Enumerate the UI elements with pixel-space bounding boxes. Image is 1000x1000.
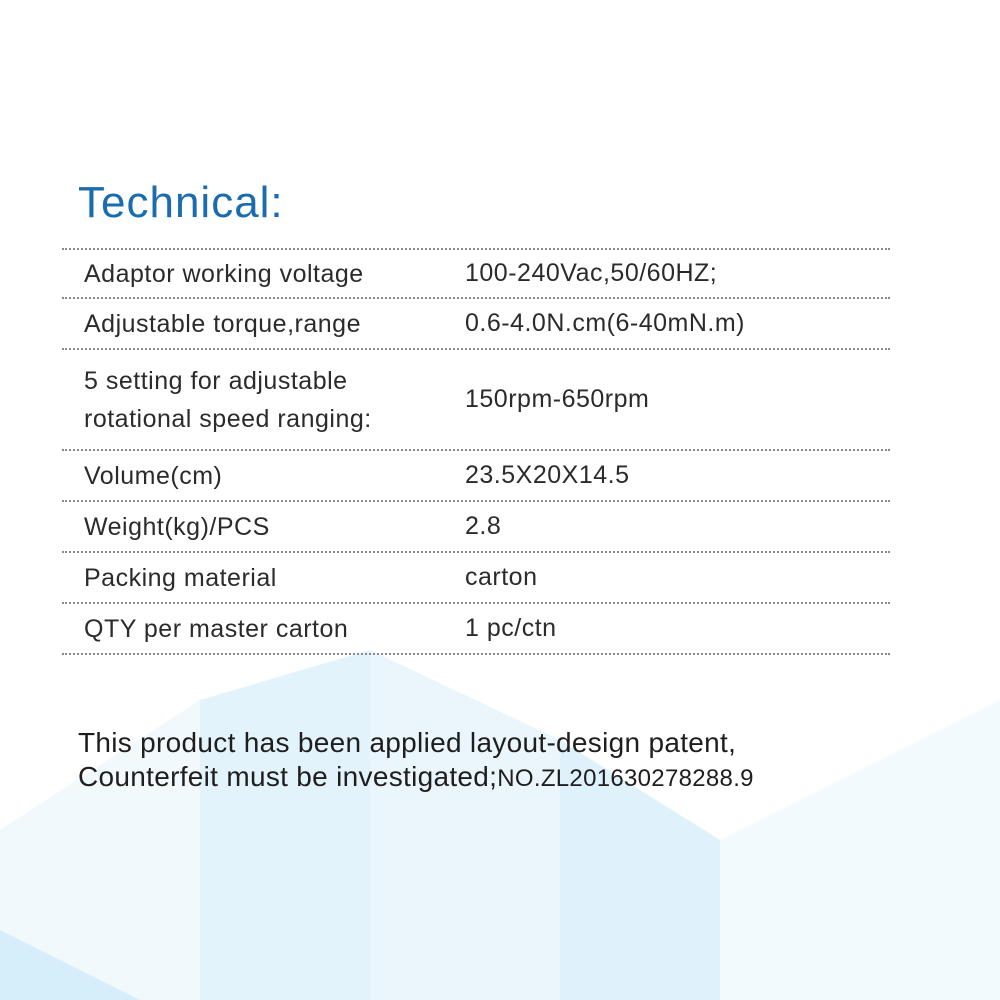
notice-line: This product has been applied layout-design patent, xyxy=(78,727,737,758)
table-row xyxy=(62,604,890,655)
spec-value: 2.8 xyxy=(465,512,502,540)
spec-value: 1 pc/ctn xyxy=(465,614,557,642)
spec-label: QTY per master carton xyxy=(84,614,349,643)
spec-label: Volume(cm) xyxy=(84,461,223,490)
spec-label: Adaptor working voltage xyxy=(84,259,364,288)
notice-line xyxy=(78,760,958,796)
spec-value: 150rpm-650rpm xyxy=(465,385,650,413)
spec-value: carton xyxy=(465,563,538,591)
patent-notice xyxy=(78,726,958,796)
table-row xyxy=(62,502,890,553)
table-row xyxy=(62,553,890,604)
spec-table xyxy=(62,248,890,655)
spec-label xyxy=(62,362,465,438)
page-title: Technical: xyxy=(78,178,284,227)
table-row xyxy=(62,299,890,350)
patent-number: NO.ZL201630278288.9 xyxy=(497,765,754,792)
spec-label-line: 5 setting for adjustable xyxy=(84,366,348,395)
spec-label: Weight(kg)/PCS xyxy=(84,512,270,541)
spec-label-line: rotational speed ranging: xyxy=(84,404,372,433)
table-row xyxy=(62,350,890,451)
spec-label: Adjustable torque,range xyxy=(84,309,361,338)
spec-value: 0.6-4.0N.cm(6-40mN.m) xyxy=(465,309,745,337)
spec-label: Packing material xyxy=(84,563,277,592)
spec-value: 100-240Vac,50/60HZ; xyxy=(465,259,718,287)
notice-counterfeit-text: Counterfeit must be investigated; xyxy=(78,761,498,792)
spec-value: 23.5X20X14.5 xyxy=(465,461,630,489)
table-row xyxy=(62,451,890,502)
table-row xyxy=(62,248,890,299)
